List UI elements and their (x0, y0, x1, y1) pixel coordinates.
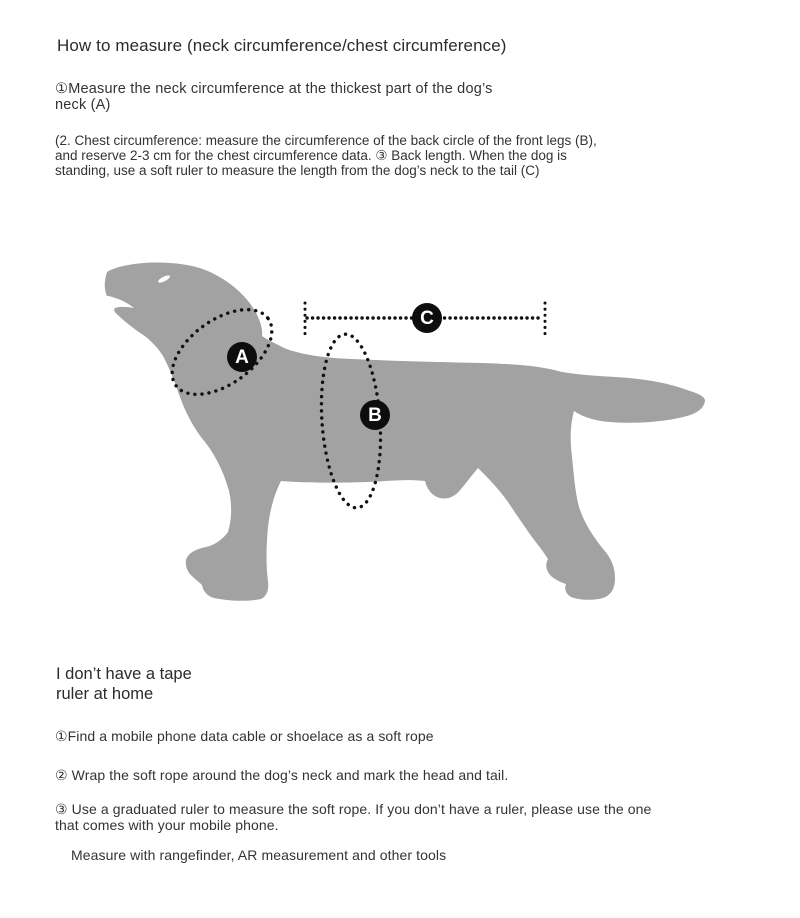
no-tape-step-1-line-1: ①Find a mobile phone data cable or shoelace as a soft rope (55, 728, 434, 744)
measure-step-1-line-2: neck (A) (55, 96, 111, 113)
no-tape-step-1 (55, 729, 434, 745)
no-tape-step-3-line-2: that comes with your mobile phone. (55, 816, 279, 833)
no-tape-step-2 (55, 768, 508, 784)
no-tape-heading (56, 664, 356, 704)
measure-step-2-3-line-3: standing, use a soft ruler to measure the length from the dog’s neck to the tail (C) (55, 163, 540, 178)
no-tape-step-4-line-1: Measure with rangefinder, AR measurement and other tools (71, 847, 447, 863)
neck-marker-badge: A (227, 342, 257, 372)
measure-step-1-line-1: ①Measure the neck circumference at the thickest part of the dog’s (55, 81, 493, 97)
page-title: How to measure (neck circumference/chest circumference) (57, 36, 507, 55)
dog-measurement-diagram (95, 245, 715, 630)
no-tape-heading-line-1: I don’t have a tape (56, 665, 192, 683)
no-tape-step-4 (71, 848, 446, 864)
dog-silhouette (105, 262, 705, 600)
no-tape-step-2-line-1: ② Wrap the soft rope around the dog’s neck and mark the head and tail. (55, 767, 509, 783)
measure-step-2-3-line-2: and reserve 2-3 cm for the chest circumference data. ③ Back length. When the dog is (55, 148, 567, 163)
no-tape-step-3-line-1: ③ Use a graduated ruler to measure the soft rope. If you don’t have a ruler, please use the one (55, 801, 652, 817)
measure-step-1-text (55, 82, 493, 113)
back-marker-badge: C (412, 303, 442, 333)
no-tape-heading-line-2: ruler at home (56, 685, 154, 703)
measure-step-2-3-line-1: (2. Chest circumference: measure the circumference of the back circle of the front legs (B), (55, 133, 597, 148)
dog-diagram-svg (95, 245, 715, 630)
measure-step-2-3-text (55, 133, 597, 178)
chest-marker-badge: B (360, 400, 390, 430)
no-tape-step-3 (55, 802, 651, 833)
